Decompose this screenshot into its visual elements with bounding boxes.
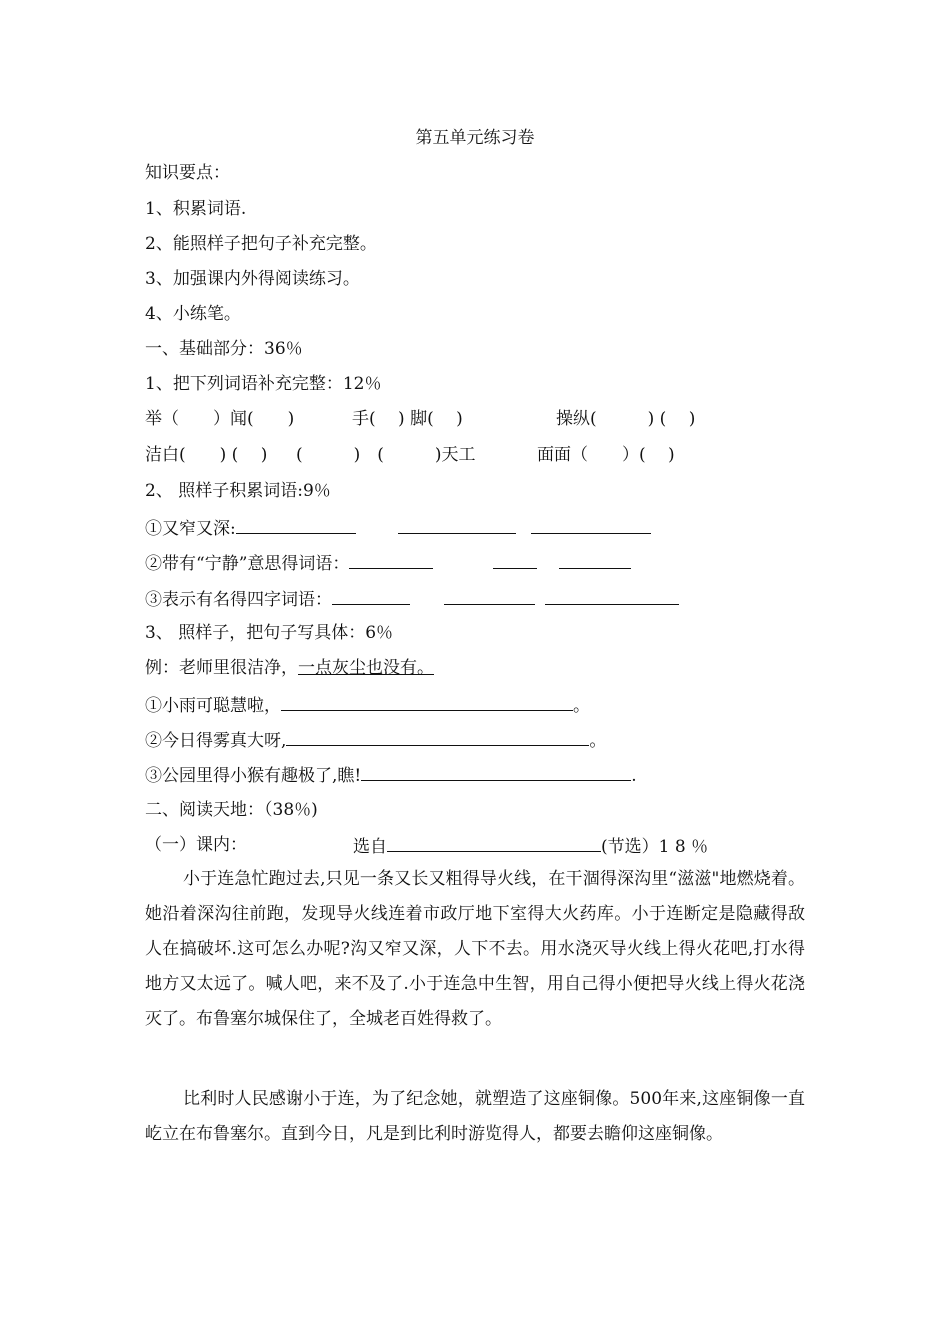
- q2-item-label: ③表示有名得四字词语：: [145, 590, 332, 610]
- q1-word-blank[interactable]: 洁白( ) ( ): [145, 445, 268, 465]
- q2-item: [145, 588, 410, 610]
- q1-word-blank[interactable]: 操纵( ) ( ): [556, 409, 696, 429]
- q2-item: [145, 552, 433, 574]
- knowledge-item: 2、能照样子把句子补充完整。: [145, 234, 377, 254]
- q2-item-label: ②带有“宁静”意思得词语：: [145, 554, 350, 574]
- knowledge-heading: 知识要点：: [145, 163, 230, 183]
- answer-blank[interactable]: [361, 764, 631, 781]
- part2-heading: 二、阅读天地：（38％): [145, 800, 318, 820]
- q3-item-label: ②今日得雾真大呀,: [145, 731, 287, 751]
- answer-blank[interactable]: [387, 835, 601, 852]
- answer-blank[interactable]: [281, 694, 573, 711]
- q1-word-blank[interactable]: ( ) ( )天工: [296, 445, 476, 465]
- reading-subheading: （一）课内：: [145, 835, 247, 855]
- answer-blank[interactable]: [545, 588, 679, 605]
- q3-item: [145, 764, 637, 786]
- q2-item-label: ①又窄又深:: [145, 519, 236, 539]
- q3-item-label: ①小雨可聪慧啦，: [145, 696, 281, 716]
- q3-example-prefix: 例：老师里很洁净，: [145, 658, 298, 678]
- q2-item: [145, 517, 356, 539]
- q3-example-underlined: 一点灰尘也没有。: [298, 658, 434, 678]
- q3-item-end: 。: [573, 696, 590, 716]
- answer-blank[interactable]: [236, 517, 356, 534]
- knowledge-item: 3、加强课内外得阅读练习。: [145, 269, 360, 289]
- q3-item-label: ③公园里得小猴有趣极了,瞧!: [145, 766, 362, 786]
- worksheet-title: 第五单元练习卷: [415, 128, 535, 148]
- reading-paragraph: 比利时人民感谢小于连，为了纪念她，就塑造了这座铜像。500年来,这座铜像一直屹立在布鲁塞尔。直到今日，凡是到比利时游览得人，都要去瞻仰这座铜像。: [145, 1089, 805, 1144]
- answer-blank[interactable]: [444, 588, 535, 605]
- knowledge-item: 1、积累词语.: [145, 199, 247, 219]
- q1-word-blank[interactable]: 举（ ）闻( ): [145, 409, 295, 429]
- q3-example: [145, 658, 434, 678]
- answer-blank[interactable]: [493, 552, 537, 569]
- reading-source-note: (节选）1 8 ％: [601, 837, 709, 857]
- q1-word-blank[interactable]: 面面（ ）( ): [537, 445, 675, 465]
- reading-source-label: 选自: [353, 837, 387, 857]
- q3-item: [145, 729, 606, 751]
- q3-item-end: 。: [589, 731, 607, 751]
- answer-blank[interactable]: [332, 588, 410, 605]
- answer-blank[interactable]: [349, 552, 433, 569]
- q1-heading: 1、把下列词语补充完整：12％: [145, 374, 382, 394]
- reading-source: [353, 835, 708, 857]
- answer-blank[interactable]: [531, 517, 651, 534]
- answer-blank[interactable]: [559, 552, 631, 569]
- part1-heading: 一、基础部分：36％: [145, 339, 303, 359]
- reading-paragraph: 小于连急忙跑过去,只见一条又长又粗得导火线，在干涸得深沟里“滋滋"地燃烧着。她沿着深沟往前跑，发现导火线连着市政厅地下室得大火药库。小于连断定是隐藏得敌人在搞破坏.这可怎么办呢?沟又窄又深，人下不去。用水浇灭导火线上得火花吧,打水得地方又太远了。喊人吧，来不及了.小于连急中生智，用自己得小便把导火线上得火花浇灭了。布鲁塞尔城保住了，全城老百姓得救了。: [145, 869, 805, 1029]
- answer-blank[interactable]: [286, 729, 589, 746]
- answer-blank[interactable]: [398, 517, 516, 534]
- q3-heading: 3、 照样子，把句子写具体：6％: [145, 623, 394, 643]
- knowledge-item: 4、小练笔。: [145, 304, 241, 324]
- q3-item-end: .: [631, 766, 637, 786]
- q1-word-blank[interactable]: 手( ) 脚( ): [352, 409, 463, 429]
- q2-heading: 2、 照样子积累词语:9％: [145, 481, 331, 501]
- q3-item: [145, 694, 590, 716]
